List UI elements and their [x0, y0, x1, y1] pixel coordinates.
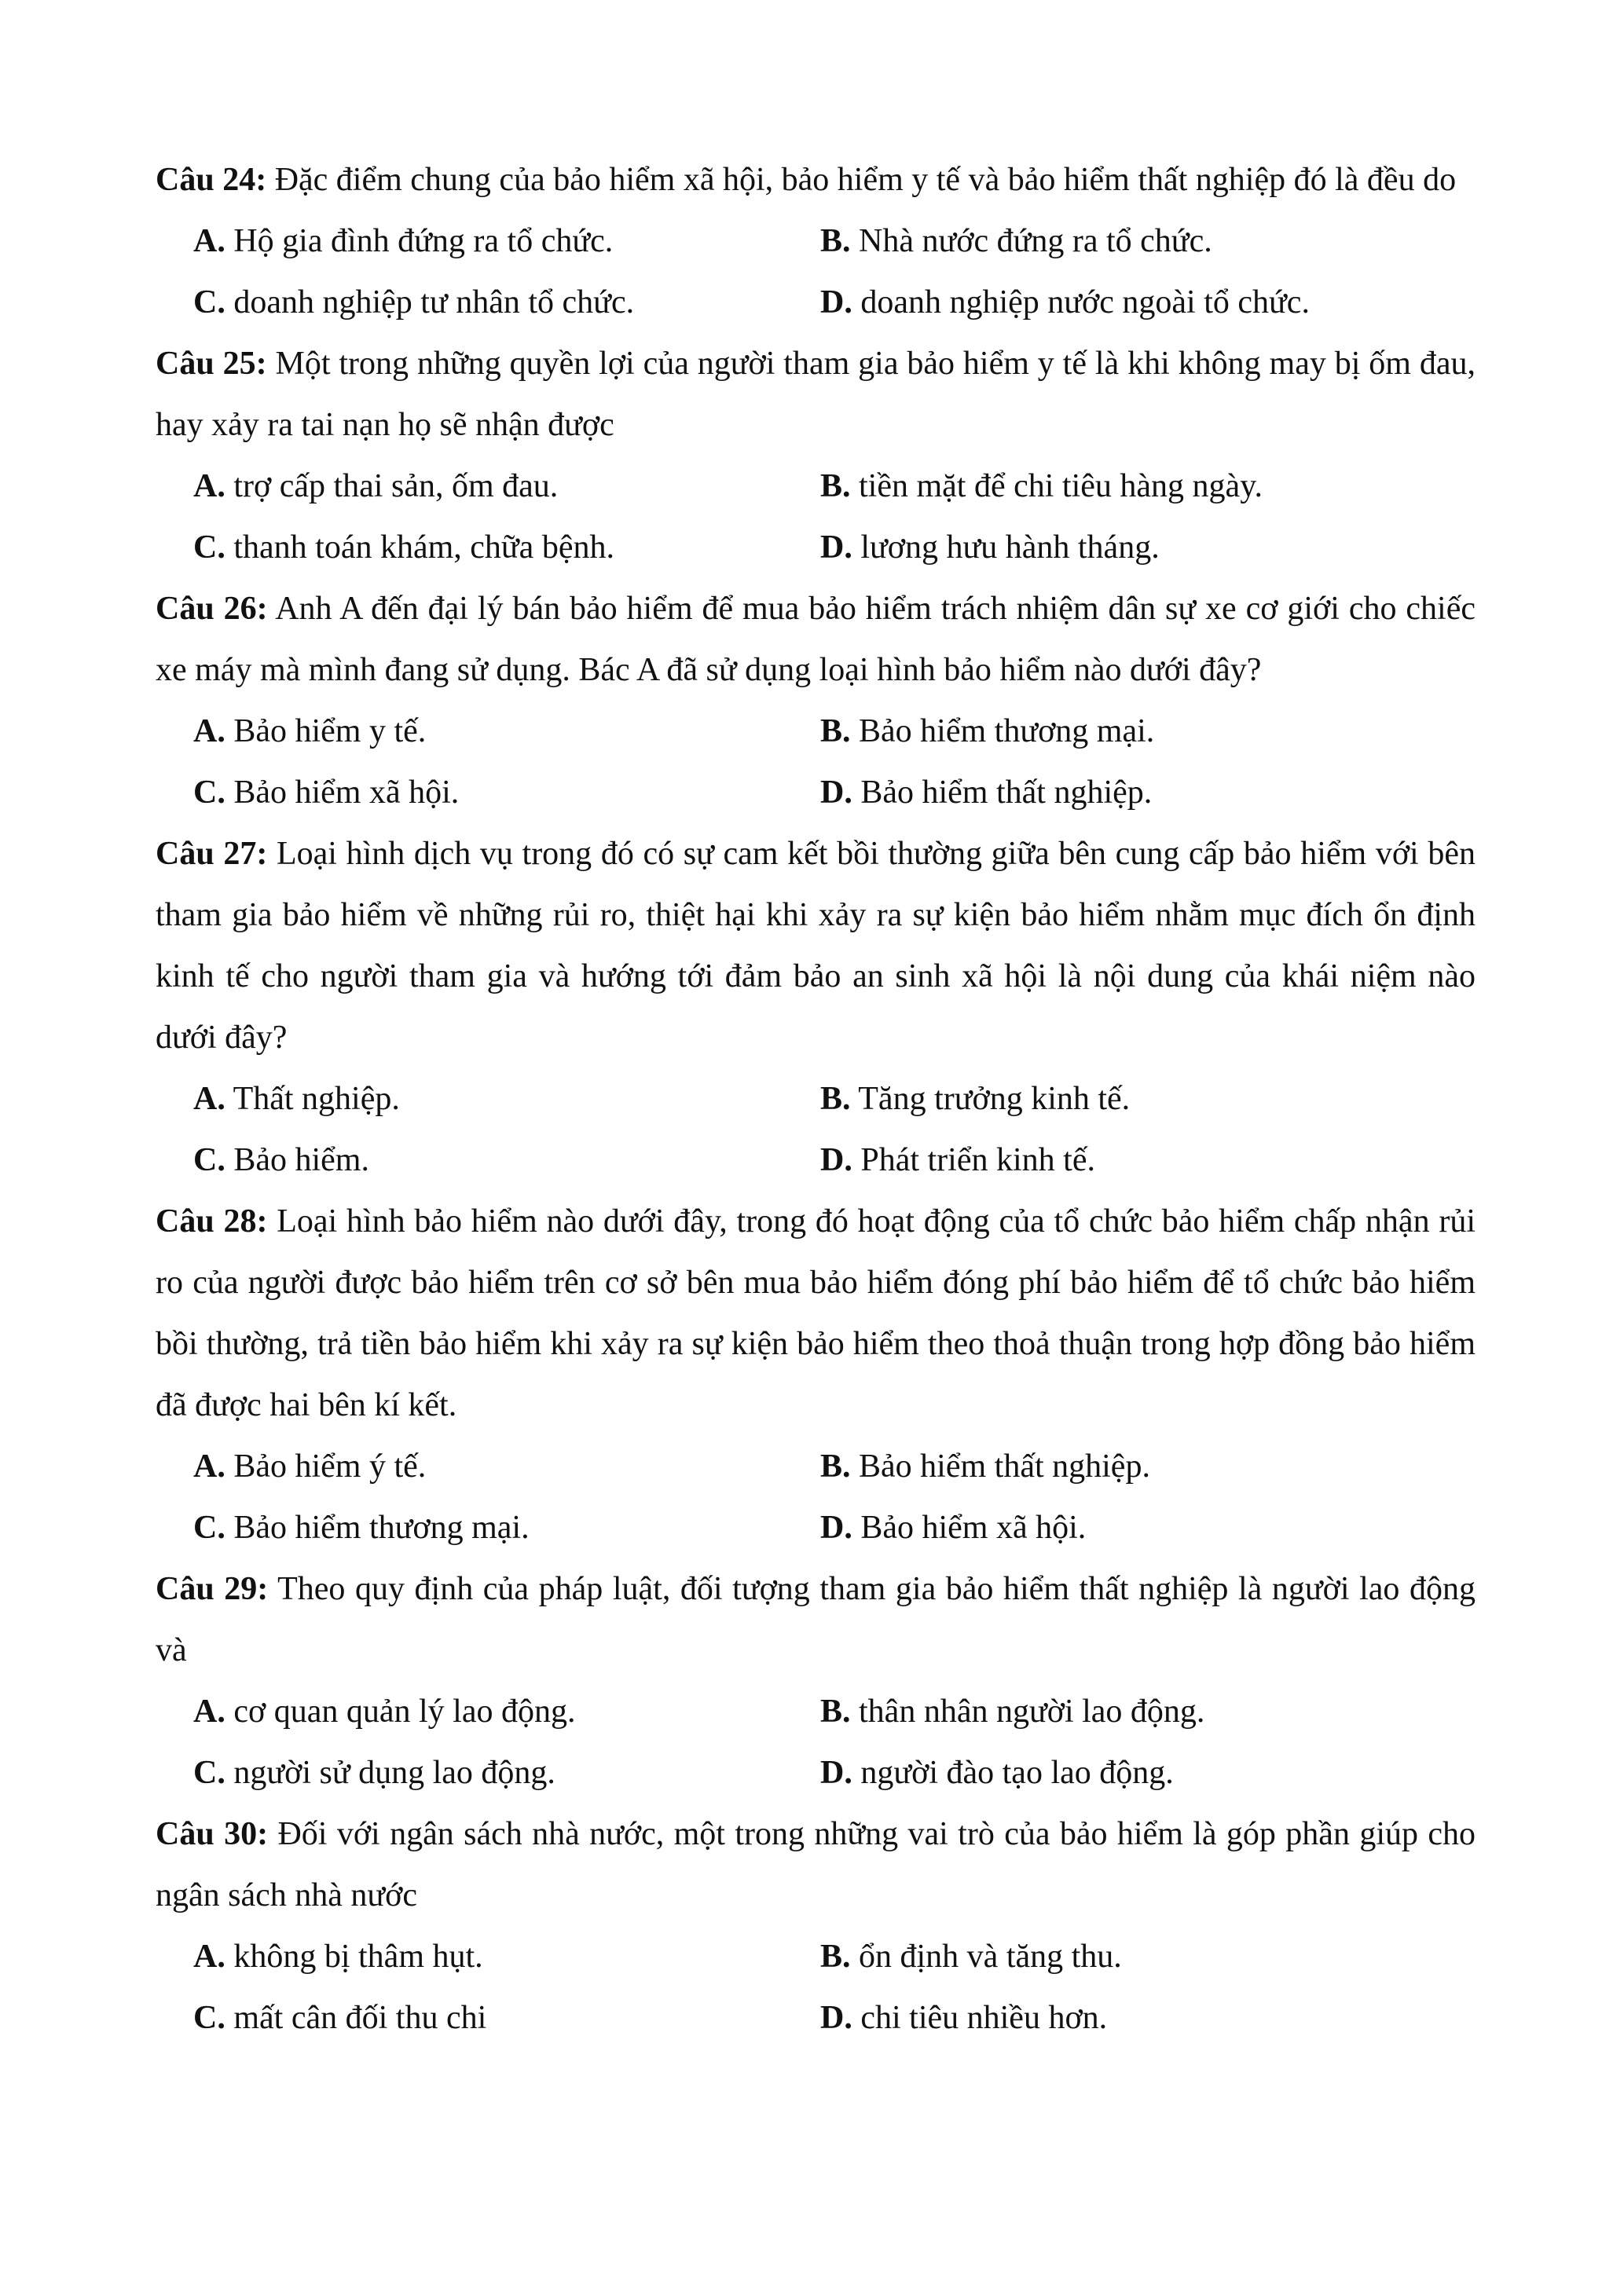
option-label: A.	[193, 468, 225, 504]
question-stem	[156, 578, 1476, 701]
answer-options	[156, 701, 1476, 823]
option-a	[156, 456, 820, 517]
option-b	[820, 701, 1476, 762]
option-label: C.	[193, 1142, 225, 1178]
option-label: A.	[193, 1448, 225, 1485]
option-a	[156, 1681, 820, 1742]
option-label: D.	[820, 529, 852, 566]
option-d	[820, 517, 1476, 578]
option-text: người đào tạo lao động.	[860, 1755, 1174, 1791]
option-label: B.	[820, 1694, 851, 1730]
option-text: chi tiêu nhiều hơn.	[860, 2000, 1108, 2036]
option-label: A.	[193, 223, 225, 259]
option-c	[156, 1987, 820, 2049]
option-text: Bảo hiểm xã hội.	[860, 1510, 1087, 1546]
document-page	[156, 149, 1476, 2049]
option-label: D.	[820, 1510, 852, 1546]
option-label: C.	[193, 529, 225, 566]
option-label: C.	[193, 284, 225, 320]
option-text: doanh nghiệp nước ngoài tổ chức.	[860, 284, 1310, 320]
option-label: B.	[820, 1081, 851, 1117]
option-text: thân nhân người lao động.	[859, 1694, 1205, 1730]
option-c	[156, 1742, 820, 1803]
option-a	[156, 1436, 820, 1497]
option-label: B.	[820, 468, 851, 504]
question-27	[156, 823, 1476, 1191]
option-text: Hộ gia đình đứng ra tổ chức.	[233, 223, 614, 259]
option-text: Bảo hiểm.	[233, 1142, 369, 1178]
option-text: người sử dụng lao động.	[233, 1755, 555, 1791]
answer-options	[156, 456, 1476, 578]
option-c	[156, 517, 820, 578]
option-text: doanh nghiệp tư nhân tổ chức.	[233, 284, 635, 320]
answer-options	[156, 1436, 1476, 1558]
question-stem	[156, 1558, 1476, 1681]
question-stem	[156, 149, 1476, 211]
option-b	[820, 1926, 1476, 1987]
option-c	[156, 1130, 820, 1191]
option-text: Phát triển kinh tế.	[860, 1142, 1095, 1178]
option-text: Bảo hiểm ý tế.	[233, 1448, 427, 1485]
question-text: Loại hình dịch vụ trong đó có sự cam kết bồi thường giữa bên cung cấp bảo hiểm với bên tham gia bảo hiểm về những rủi ro, thiệt hại khi xảy ra sự kiện bảo hiểm nhằm mục đích ổn định kinh tế cho người tham gia và hướng tới đảm bảo an sinh xã hội là nội dung của khái niệm nào dưới đây?	[156, 836, 1476, 1056]
option-d	[820, 1497, 1476, 1558]
question-label: Câu 26:	[156, 591, 268, 627]
question-text: Đối với ngân sách nhà nước, một trong những vai trò của bảo hiểm là góp phần giúp cho ngân sách nhà nước	[156, 1816, 1476, 1913]
option-label: C.	[193, 774, 225, 811]
option-b	[820, 1436, 1476, 1497]
answer-options	[156, 1926, 1476, 2049]
option-label: B.	[820, 1939, 851, 1975]
option-text: Bảo hiểm thất nghiệp.	[859, 1448, 1150, 1485]
question-text: Theo quy định của pháp luật, đối tượng tham gia bảo hiểm thất nghiệp là người lao động và	[156, 1571, 1476, 1668]
option-text: thanh toán khám, chữa bệnh.	[233, 529, 614, 566]
option-label: B.	[820, 713, 851, 749]
option-text: không bị thâm hụt.	[233, 1939, 483, 1975]
option-label: D.	[820, 1142, 852, 1178]
option-a	[156, 701, 820, 762]
option-label: A.	[193, 1939, 225, 1975]
option-text: Bảo hiểm thất nghiệp.	[860, 774, 1153, 811]
question-text: Anh A đến đại lý bán bảo hiểm để mua bảo hiểm trách nhiệm dân sự xe cơ giới cho chiếc xe máy mà mình đang sử dụng. Bác A đã sử dụng loại hình bảo hiểm nào dưới đây?	[156, 591, 1476, 688]
question-text: Một trong những quyền lợi của người tham gia bảo hiểm y tế là khi không may bị ốm đau, hay xảy ra tai nạn họ sẽ nhận được	[156, 346, 1476, 443]
option-text: Tăng trưởng kinh tế.	[858, 1081, 1131, 1117]
option-label: A.	[193, 1081, 225, 1117]
question-29	[156, 1558, 1476, 1803]
option-label: A.	[193, 1694, 225, 1730]
option-a	[156, 1926, 820, 1987]
question-label: Câu 27:	[156, 836, 268, 872]
option-d	[820, 762, 1476, 823]
option-label: D.	[820, 1755, 852, 1791]
option-label: C.	[193, 2000, 225, 2036]
option-b	[820, 1068, 1476, 1130]
option-d	[820, 1742, 1476, 1803]
option-text: Thất nghiệp.	[233, 1081, 400, 1117]
option-text: trợ cấp thai sản, ốm đau.	[233, 468, 559, 504]
answer-options	[156, 1068, 1476, 1191]
question-label: Câu 28:	[156, 1203, 268, 1240]
option-text: lương hưu hành tháng.	[860, 529, 1160, 566]
question-text: Đặc điểm chung của bảo hiểm xã hội, bảo hiểm y tế và bảo hiểm thất nghiệp đó là đều do	[274, 162, 1457, 198]
question-24	[156, 149, 1476, 333]
question-stem	[156, 1191, 1476, 1436]
option-text: tiền mặt để chi tiêu hàng ngày.	[859, 468, 1263, 504]
question-label: Câu 29:	[156, 1571, 269, 1607]
question-stem	[156, 823, 1476, 1068]
option-a	[156, 211, 820, 272]
option-text: Bảo hiểm thương mại.	[859, 713, 1155, 749]
option-c	[156, 762, 820, 823]
option-text: Bảo hiểm xã hội.	[233, 774, 460, 811]
option-label: D.	[820, 284, 852, 320]
option-text: ổn định và tăng thu.	[859, 1939, 1122, 1975]
question-label: Câu 25:	[156, 346, 267, 382]
option-a	[156, 1068, 820, 1130]
question-stem	[156, 1803, 1476, 1926]
option-label: C.	[193, 1510, 225, 1546]
answer-options	[156, 211, 1476, 333]
question-28	[156, 1191, 1476, 1558]
option-text: Bảo hiểm y tế.	[233, 713, 427, 749]
option-label: D.	[820, 2000, 852, 2036]
option-c	[156, 1497, 820, 1558]
option-label: D.	[820, 774, 852, 811]
question-label: Câu 30:	[156, 1816, 269, 1852]
option-text: mất cân đối thu chi	[233, 2000, 487, 2036]
question-30	[156, 1803, 1476, 2049]
option-label: B.	[820, 223, 851, 259]
option-text: cơ quan quản lý lao động.	[233, 1694, 576, 1730]
question-text: Loại hình bảo hiểm nào dưới đây, trong đó hoạt động của tổ chức bảo hiểm chấp nhận rủi ro của người được bảo hiểm trên cơ sở bên mua bảo hiểm đóng phí bảo hiểm để tổ chức bảo hiểm bồi thường, trả tiền bảo hiểm khi xảy ra sự kiện bảo hiểm theo thoả thuận trong hợp đồng bảo hiểm đã được hai bên kí kết.	[156, 1203, 1476, 1423]
option-c	[156, 272, 820, 333]
option-d	[820, 272, 1476, 333]
option-d	[820, 1987, 1476, 2049]
question-25	[156, 333, 1476, 578]
option-b	[820, 456, 1476, 517]
option-label: C.	[193, 1755, 225, 1791]
answer-options	[156, 1681, 1476, 1803]
option-text: Nhà nước đứng ra tổ chức.	[859, 223, 1212, 259]
question-26	[156, 578, 1476, 823]
option-label: B.	[820, 1448, 851, 1485]
option-text: Bảo hiểm thương mại.	[233, 1510, 530, 1546]
option-label: A.	[193, 713, 225, 749]
option-b	[820, 211, 1476, 272]
question-label: Câu 24:	[156, 162, 267, 198]
option-d	[820, 1130, 1476, 1191]
question-stem	[156, 333, 1476, 456]
option-b	[820, 1681, 1476, 1742]
